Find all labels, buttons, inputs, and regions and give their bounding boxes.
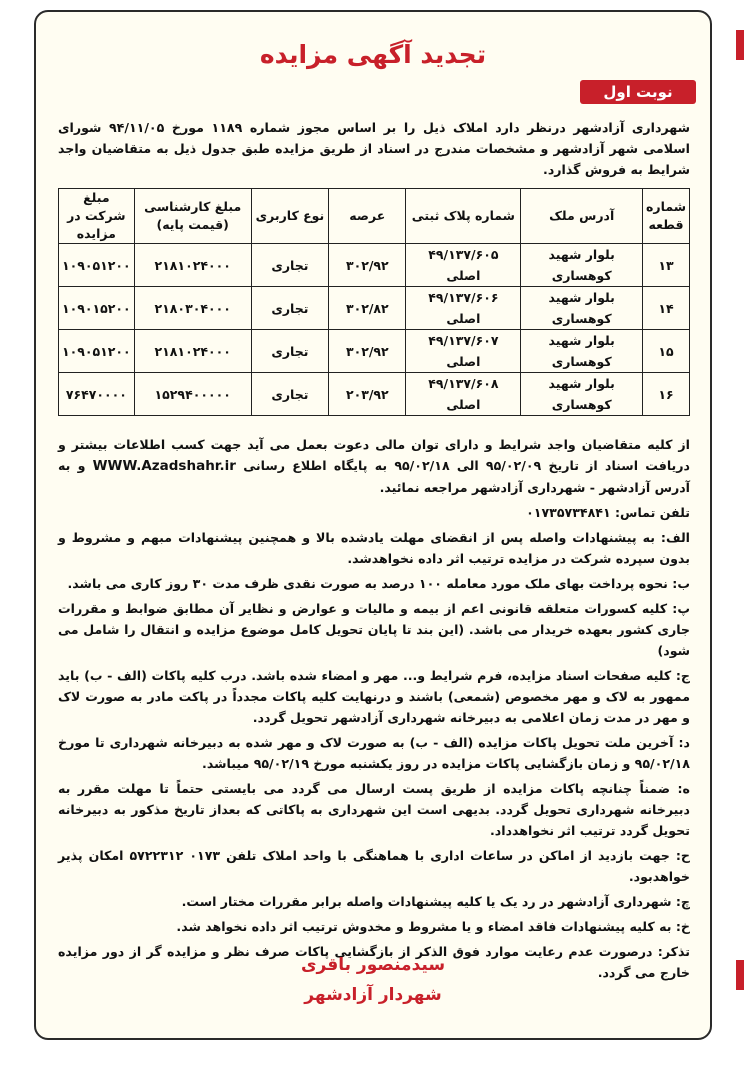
table-row: [59, 244, 690, 287]
cell-lot: ۱۴: [643, 287, 690, 330]
cell-lot: ۱۳: [643, 244, 690, 287]
header-area: عرصه: [329, 189, 406, 244]
cell-deposit: ۱۰۹۰۵۱۲۰۰: [59, 330, 135, 373]
notice-frame: [34, 10, 712, 1040]
intro-paragraph: شهرداری آزادشهر درنظر دارد املاک ذیل را بر اساس مجوز شماره ۱۱۸۹ مورخ ۹۴/۱۱/۰۵ شورای اسلامی شهر آزادشهر و مشخصات مندرج در اسناد از طریق مزایده طبق جدول ذیل به متقاضیان واجد شرایط به فروش گذارد.: [58, 120, 690, 177]
side-color-strip-bottom: [736, 960, 744, 990]
cell-area: ۳۰۲/۹۲: [329, 330, 406, 373]
cell-base-price: ۲۱۸۰۳۰۴۰۰۰: [134, 287, 251, 330]
cell-deposit: ۱۰۹۰۵۱۲۰۰: [59, 244, 135, 287]
notice-body: [58, 117, 690, 987]
side-color-strip-top: [736, 30, 744, 60]
header-deposit: مبلغ شرکت در مزایده: [59, 189, 135, 244]
website-link[interactable]: WWW.Azadshahr.ir: [92, 458, 236, 474]
table-row: [59, 373, 690, 416]
cell-lot: ۱۵: [643, 330, 690, 373]
clause-jim: ج: کلیه صفحات اسناد مزایده، فرم شرایط و... مهر و امضاء شده باشد. درب کلیه پاکات (الف - ب) باید ممهور به لاک و مهر مخصوص (شمعی) باشند و درنهایت کلیه پاکات مجدداً در پاکت مادر به صورت لاک و مهر در مدت زمان اعلامی به دبیرخانه شهرداری آزادشهر تحویل گردد.: [58, 668, 690, 725]
signatory-name: سیدمنصور باقری: [300, 955, 446, 975]
cell-lot: ۱۶: [643, 373, 690, 416]
cell-address: بلوار شهید کوهساری: [521, 287, 643, 330]
contact-phone: تلفن تماس: ۰۱۷۳۵۷۳۴۸۴۱: [526, 505, 690, 520]
cell-address: بلوار شهید کوهساری: [521, 244, 643, 287]
cell-deposit: ۷۶۴۷۰۰۰۰: [59, 373, 135, 416]
round-badge: نوبت اول: [580, 80, 696, 104]
cell-base-price: ۲۱۸۱۰۲۴۰۰۰: [134, 244, 251, 287]
header-usage: نوع کاربری: [251, 189, 328, 244]
clause-pe: پ: کلیه کسورات متعلقه قانونی اعم از بیمه و مالیات و عوارض و نظایر آن مطابق ضوابط و مقررات جاری کشور بعهده خریدار می باشد. (این بند تا پایان تحویل کامل موضوع مزایده و انتقال را شامل می شود): [58, 601, 690, 658]
cell-area: ۳۰۲/۸۲: [329, 287, 406, 330]
header-lot-number: شماره قطعه: [643, 189, 690, 244]
cell-usage: تجاری: [251, 244, 328, 287]
cell-base-price: ۱۵۲۹۴۰۰۰۰۰: [134, 373, 251, 416]
cell-usage: تجاری: [251, 287, 328, 330]
clause-note: تذکر: درصورت عدم رعایت موارد فوق الذکر از بازگشایی پاکات صرف نظر و مزایده گر از دور مزایده خارج می گردد.: [58, 944, 690, 980]
clause-dal: د: آخرین ملت تحویل پاکات مزایده (الف - ب) به صورت لاک و مهر شده به دبیرخانه شهرداری تا مورخ ۹۵/۰۲/۱۸ و زمان بازگشایی پاکات مزایده در روز یکشنبه مورخ ۹۵/۰۲/۱۹ میباشد.: [58, 735, 690, 771]
auction-table: [58, 188, 690, 416]
invitation-text: از کلیه متقاضیان واجد شرایط و دارای توان مالی دعوت بعمل می آید جهت کسب اطلاعات بیشتر و دریافت اسناد از تاریخ ۹۵/۰۲/۰۹ الی ۹۵/۰۲/۱۸ به پایگاه اطلاع رسانی: [58, 437, 690, 473]
cell-address: بلوار شهید کوهساری: [521, 373, 643, 416]
notice-title: تجدید آگهی مزایده: [259, 40, 487, 69]
cell-usage: تجاری: [251, 373, 328, 416]
cell-usage: تجاری: [251, 330, 328, 373]
cell-plate: ۴۹/۱۳۷/۶۰۶ اصلی: [406, 287, 521, 330]
cell-address: بلوار شهید کوهساری: [521, 330, 643, 373]
table-header-row: [59, 189, 690, 244]
table-row: [59, 330, 690, 373]
invitation-paragraph: [58, 434, 690, 498]
cell-area: ۳۰۲/۹۲: [329, 244, 406, 287]
header-plate-number: شماره پلاک ثبتی: [406, 189, 521, 244]
header-base-price: مبلغ کارشناسی (قیمت پایه): [134, 189, 251, 244]
clause-be: ب: نحوه پرداخت بهای ملک مورد معامله ۱۰۰ درصد به صورت نقدی ظرف مدت ۳۰ روز کاری می باشد.: [67, 576, 690, 591]
table-row: [59, 287, 690, 330]
clause-alef: الف: به پیشنهادات واصله پس از انقضای مهلت یادشده بالا و همچنین پیشنهادات مبهم و مشروط و بدون سپرده شرکت در مزایده ترتیب اثر داده نخواهدشد.: [58, 530, 690, 566]
cell-plate: ۴۹/۱۳۷/۶۰۷ اصلی: [406, 330, 521, 373]
clause-he-visit: ح: جهت بازدید از اماکن در ساعات اداری با هماهنگی با واحد املاک تلفن ۰۱۷۳ ۵۷۲۲۳۱۲ امکان پذیر خواهدبود.: [58, 848, 690, 884]
signatory-title: شهردار آزادشهر: [304, 985, 442, 1005]
cell-plate: ۴۹/۱۳۷/۶۰۸ اصلی: [406, 373, 521, 416]
cell-area: ۲۰۳/۹۲: [329, 373, 406, 416]
clause-che: چ: شهرداری آزادشهر در رد یک یا کلیه پیشنهادات واصله برابر مقررات مختار است.: [181, 894, 690, 909]
cell-plate: ۴۹/۱۳۷/۶۰۵ اصلی: [406, 244, 521, 287]
clause-he: ه: ضمناً چنانچه پاکات مزایده از طریق پست ارسال می گردد می بایستی حتماً تا مهلت مقرر به دبیرخانه شهرداری تحویل گردد. بدیهی است این شهرداری به پاکاتی که بعداز تاریخ مذکور به دبیرخانه تحویل گردد ترتیب اثر نخواهدداد.: [58, 781, 690, 838]
clause-khe: خ: به کلیه پیشنهادات فاقد امضاء و یا مشروط و مخدوش ترتیب اثر داده نخواهد شد.: [176, 919, 690, 934]
cell-base-price: ۲۱۸۱۰۲۴۰۰۰: [134, 330, 251, 373]
header-address: آدرس ملک: [521, 189, 643, 244]
invitation-address: و به آدرس آزادشهر - شهرداری آزادشهر مراجعه نمائید.: [58, 458, 690, 495]
cell-deposit: ۱۰۹۰۱۵۲۰۰: [59, 287, 135, 330]
